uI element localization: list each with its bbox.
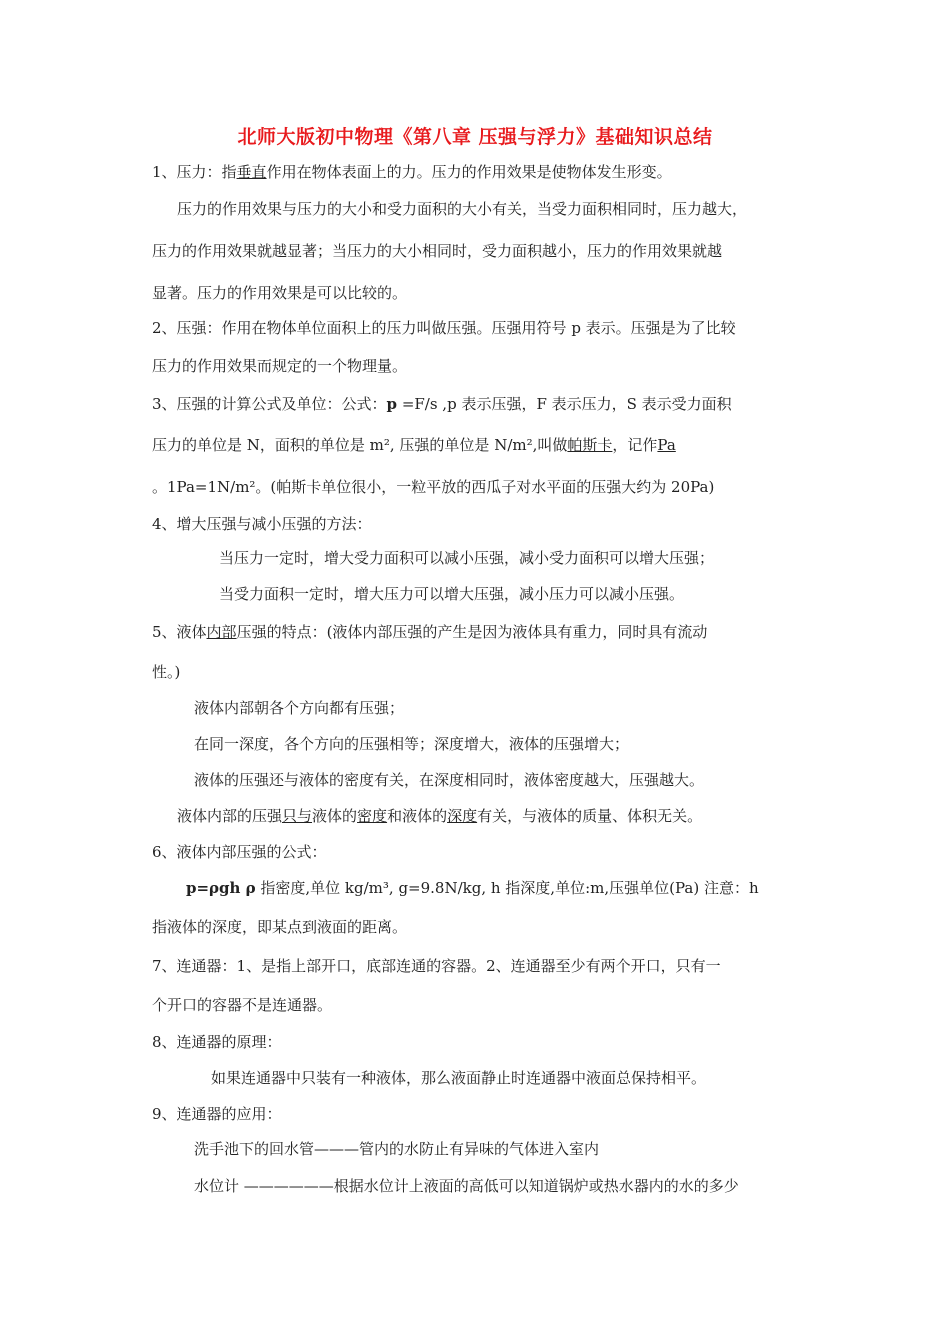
text-line [152, 514, 372, 534]
text-span: 8、连通器的原理： [152, 1033, 282, 1051]
text-line [186, 878, 759, 898]
text-span: 个开口的容器不是连通器。 [152, 996, 333, 1014]
text-span: 作用在物体表面上的力。压力的作用效果是使物体发生形变。 [266, 163, 672, 181]
text-line [219, 584, 684, 604]
text-line [152, 283, 407, 303]
text-span: 显著。压力的作用效果是可以比较的。 [152, 284, 408, 302]
text-line [152, 435, 676, 455]
text-line [152, 356, 407, 376]
text-span: 有关，与液体的质量、体积无关。 [477, 807, 703, 825]
text-span: 压强的特点：(液体内部压强的产生是因为液体具有重力，同时具有流动 [236, 623, 708, 641]
text-line [194, 698, 404, 718]
text-span: 在同一深度，各个方向的压强相等；深度增大，液体的压强增大； [194, 735, 630, 753]
text-line [152, 477, 714, 497]
text-span: 当压力一定时，增大受力面积可以减小压强，减小受力面积可以增大压强； [219, 549, 715, 567]
text-line [219, 548, 714, 568]
text-span: 1、压力：指 [152, 163, 237, 181]
underlined-term: 密度 [357, 807, 388, 825]
text-span: 液体的 [312, 807, 358, 825]
underlined-term: 深度 [447, 807, 478, 825]
text-line [152, 1104, 282, 1124]
text-span: 7、连通器：1、是指上部开口，底部连通的容器。2、连通器至少有两个开口，只有一 [152, 957, 721, 975]
text-span: 和液体的 [387, 807, 448, 825]
text-span: 。1Pa=1N/m²。(帕斯卡单位很小，一粒平放的西瓜子对水平面的压强大约为 20Pa) [152, 478, 715, 496]
text-line [194, 1139, 599, 1159]
text-span: 3、压强的计算公式及单位：公式： [152, 395, 387, 413]
text-line [194, 734, 629, 754]
text-line [152, 842, 327, 862]
text-line [194, 770, 704, 790]
text-span: 9、连通器的应用： [152, 1105, 282, 1123]
text-span: 4、增大压强与减小压强的方法： [152, 515, 372, 533]
underlined-term: 帕斯卡 [567, 436, 613, 454]
text-span: 水位计 ——————根据水位计上液面的高低可以知道锅炉或热水器内的水的多少 [194, 1177, 739, 1195]
text-span: 压力的作用效果而规定的一个物理量。 [152, 357, 408, 375]
text-span: 指液体的深度，即某点到液面的距离。 [152, 918, 408, 936]
text-line [194, 1176, 739, 1196]
text-span: 压力的作用效果就越显著；当压力的大小相同时，受力面积越小，压力的作用效果就越 [152, 242, 723, 260]
text-line [152, 956, 721, 976]
text-line [152, 917, 407, 937]
text-line [152, 318, 736, 338]
formula-symbol: p=ρgh ρ [186, 879, 256, 897]
document-title: 北师大版初中物理《第八章 压强与浮力》基础知识总结 [237, 126, 713, 148]
text-line [152, 662, 180, 682]
text-span: 液体内部朝各个方向都有压强； [194, 699, 405, 717]
text-span: 6、液体内部压强的公式： [152, 843, 327, 861]
text-span: 如果连通器中只装有一种液体，那么液面静止时连通器中液面总保持相平。 [211, 1069, 707, 1087]
text-line [152, 622, 707, 642]
text-span: 性。) [152, 663, 181, 681]
underlined-term: 内部 [206, 623, 237, 641]
text-span: 5、液体 [152, 623, 207, 641]
underlined-term: 只与 [282, 807, 313, 825]
text-line [152, 241, 722, 261]
underlined-term: Pa [657, 436, 676, 454]
text-line [152, 995, 332, 1015]
text-span: 洗手池下的回水管———管内的水防止有异味的气体进入室内 [194, 1140, 600, 1158]
text-line [177, 806, 702, 826]
underlined-term: 垂直 [236, 163, 267, 181]
text-line [152, 1032, 282, 1052]
text-span: =F/s ,p 表示压强，F 表示压力，S 表示受力面积 [397, 395, 732, 413]
text-span: 指密度,单位 kg/m³, g=9.8N/kg, h 指深度,单位:m,压强单位(Pa) 注意：h [255, 879, 759, 897]
text-span: 液体的压强还与液体的密度有关，在深度相同时，液体密度越大，压强越大。 [194, 771, 705, 789]
formula-symbol: p [386, 395, 398, 413]
text-span: 当受力面积一定时，增大压力可以增大压强，减小压力可以减小压强。 [219, 585, 685, 603]
text-span: 液体内部的压强 [177, 807, 283, 825]
text-line [211, 1068, 706, 1088]
text-line [177, 199, 747, 219]
text-line [152, 162, 672, 182]
text-span: 压力的单位是 N，面积的单位是 m², 压强的单位是 N/m²,叫做 [152, 436, 568, 454]
text-line [152, 394, 732, 414]
text-span: 2、压强：作用在物体单位面积上的压力叫做压强。压强用符号 p 表示。压强是为了比较 [152, 319, 736, 337]
text-span: 压力的作用效果与压力的大小和受力面积的大小有关，当受力面积相同时，压力越大， [177, 200, 748, 218]
text-span: ，记作 [612, 436, 658, 454]
